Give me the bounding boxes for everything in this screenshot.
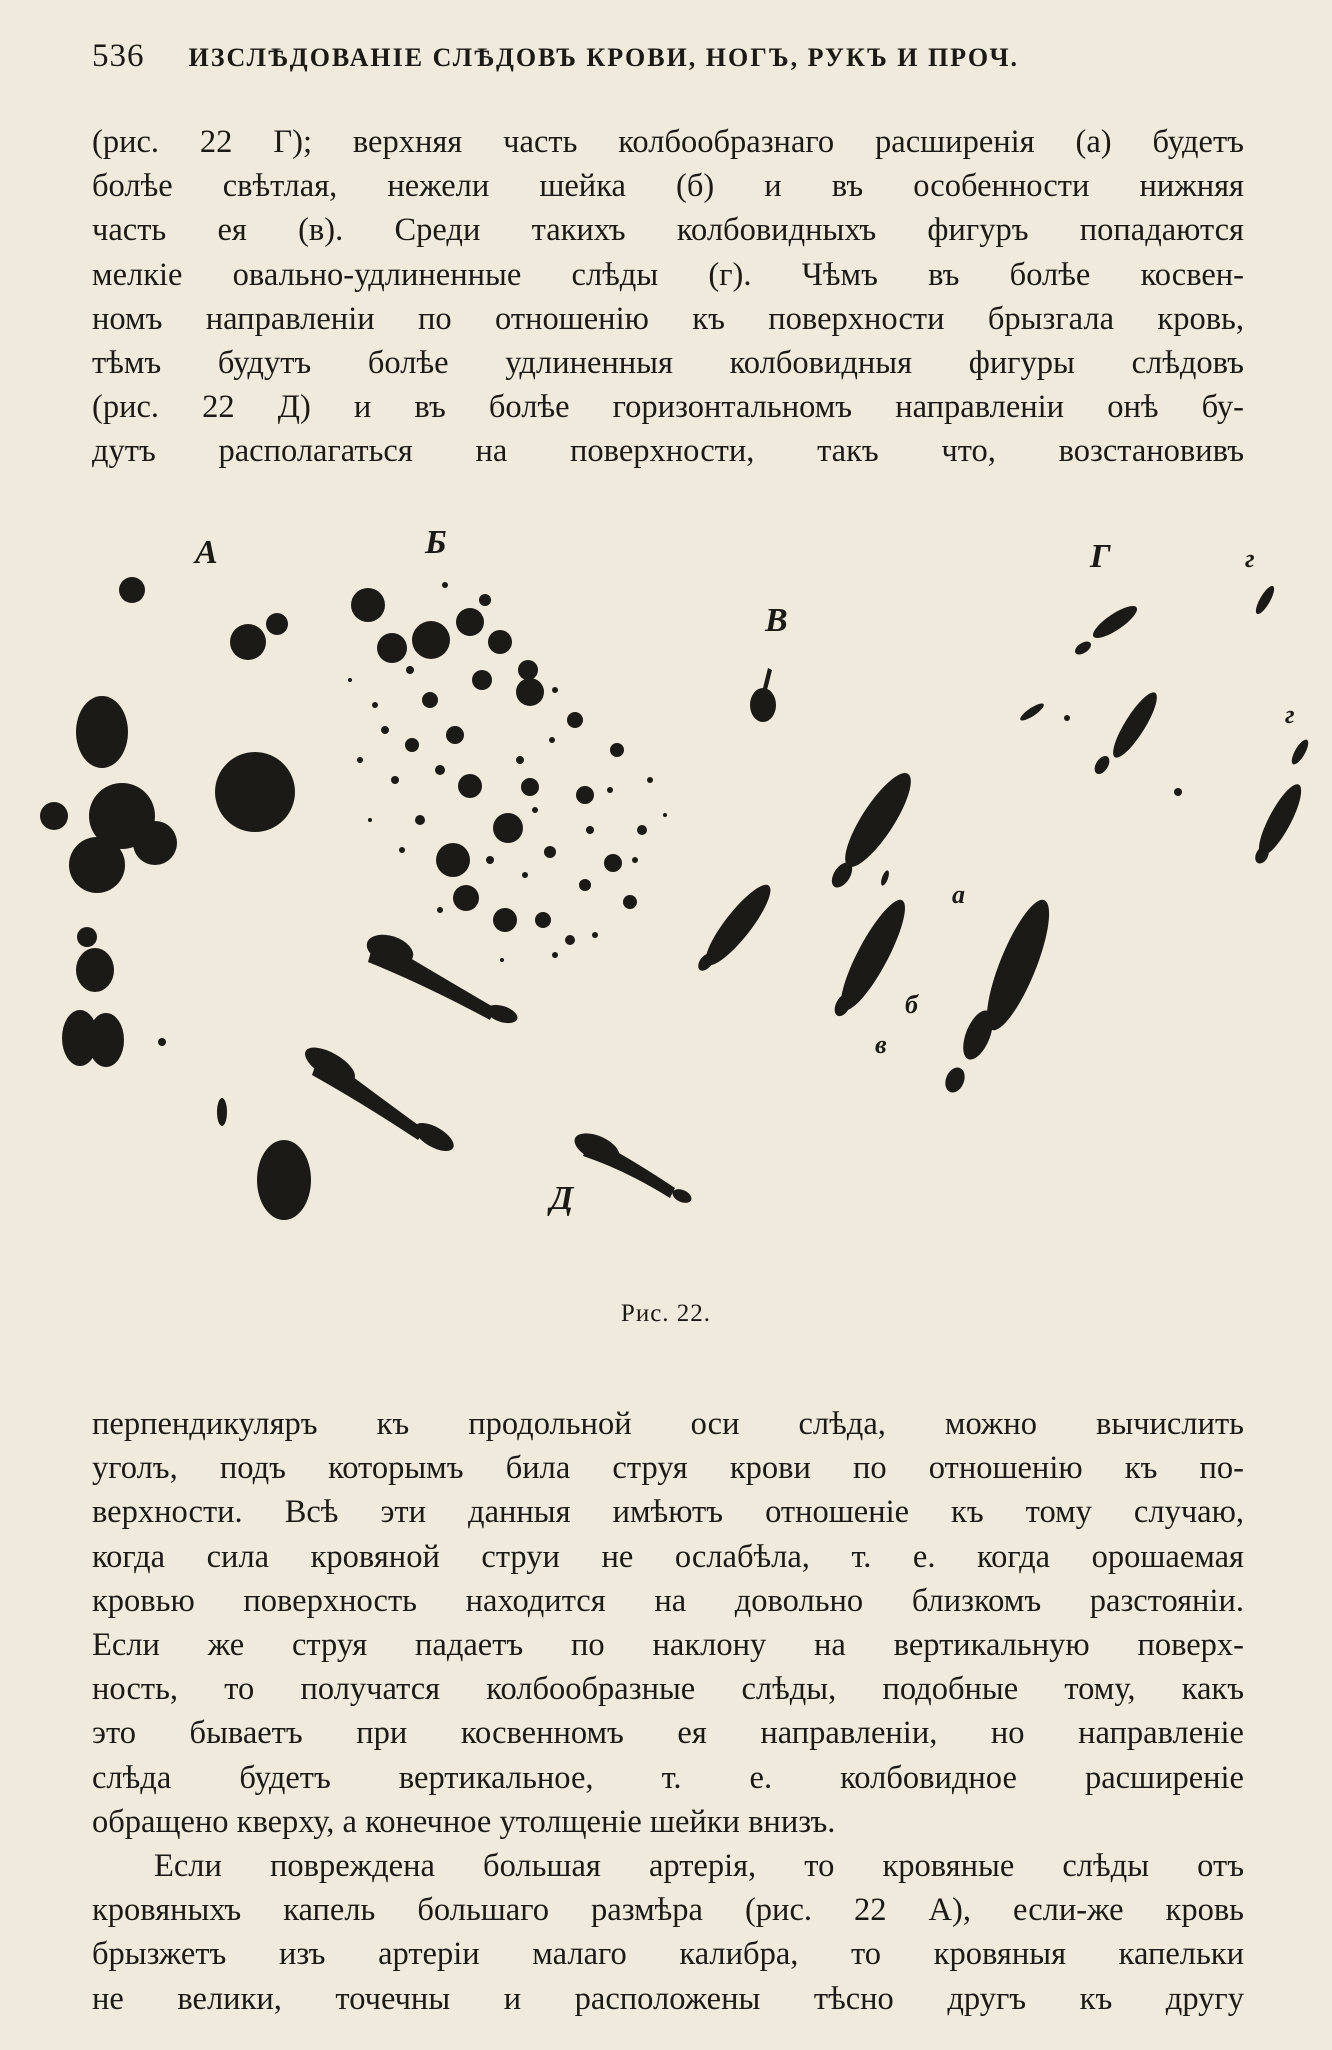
text-line: Если же струя падаетъ по наклону на вертикальную поверх- [92,1627,1244,1664]
text-line: слѣда будетъ вертикальное, т. е. колбовидное расширеніе [92,1759,1244,1796]
stain-drop [516,678,544,706]
stain-drop [446,726,464,744]
stain-drop [348,678,352,682]
stain-drop [493,813,523,843]
text-block-bottom [92,1402,1244,2021]
stain-drop [532,807,538,813]
stain-drop [133,821,177,865]
stain-drop [399,847,405,853]
stain-drop [604,854,622,872]
stain-drop [372,702,378,708]
stain-drop [552,687,558,693]
stain-drop [418,628,422,632]
stain-elongated [1253,584,1278,617]
figure-label-b-small: б [905,990,918,1019]
stain-drop [381,726,389,734]
page-number: 536 [92,38,145,74]
stain-drop [544,846,556,858]
group-a-round-drops [40,577,311,1220]
figure-label-g-small-1: г [1245,544,1255,573]
stain-drop [592,932,598,938]
text-line: часть ея (в). Среди такихъ колбовидныхъ фигуръ попадаются [92,212,1244,249]
stain-drop [406,666,414,674]
stain-elongated [879,869,890,886]
text-line: болѣе свѣтлая, нежели шейка (б) и въ особенности нижняя [92,168,1244,205]
stain-drop [437,907,443,913]
stain-drop [453,885,479,911]
stain-drop [637,825,647,835]
stain-drop [521,778,539,796]
text-line: дутъ располагаться на поверхности, такъ что, возстановивъ [92,433,1244,470]
text-line: ность, то получатся колбообразные слѣды, подобные тому, какъ [92,1671,1244,1708]
stain-drop [750,688,776,722]
stain-drop [518,660,538,680]
stain-drop [266,613,288,635]
figure-label-g: Г [1090,538,1111,575]
text-line: мелкіе овально-удлиненные слѣды (г). Чѣмъ въ болѣе косвен- [92,256,1244,293]
figure-label-v: В [765,602,788,639]
stain-elongated [1289,737,1312,766]
stain-drop [230,624,266,660]
blood-stain-illustration [30,540,1320,1260]
stain-drop [40,802,68,830]
stain-drop [377,633,407,663]
stain-drop [456,608,484,636]
stain-drop [516,756,524,764]
stain-drop [422,692,438,708]
stain-drop [88,1013,124,1067]
stain-drop [632,857,638,863]
stain-drop [77,927,97,947]
stain-drop [158,1038,166,1046]
stain-drop [435,765,445,775]
paragraph [92,120,1244,474]
stain-drop [576,786,594,804]
stain-drop [69,837,125,893]
stain-drop [535,912,551,928]
stain-tail [763,668,772,690]
stain-drop [586,826,594,834]
figure-label-v-small: в [875,1030,887,1059]
stain-drop [647,777,653,783]
stain-drop [607,787,613,793]
group-d-comet [300,929,694,1205]
stain-drop [357,757,363,763]
stain-drop [391,776,399,784]
figure-label-b: Б [425,524,447,561]
stain-drop [567,712,583,728]
stain-drop [479,594,491,606]
stain-drop [215,752,295,832]
stain-drop [442,582,448,588]
stain-drop [565,935,575,945]
running-head [92,38,1252,88]
stain-drop [579,879,591,891]
figure-blood-stains [30,524,1320,1260]
stain-drop [552,952,558,958]
stain-drop [412,621,450,659]
text-line: тѣмъ будутъ болѣе удлиненныя колбовидныя фигуры слѣдовъ [92,345,1244,382]
stain-tail [583,1137,675,1198]
stain-drop [436,843,470,877]
stain-drop [488,630,512,654]
text-line: когда сила кровяной струи не ослабѣла, т. е. когда орошаемая [92,1538,1244,1575]
stain-drop [1064,715,1070,721]
stain-elongated [1018,701,1046,723]
figure-label-d: Д [550,1180,574,1217]
stain-elongated [1089,601,1141,643]
figure-label-g-small-2: г [1285,700,1295,729]
stain-drop [415,815,425,825]
stain-drop [458,774,482,798]
running-head-title: ИЗСЛѢДОВАНІЕ СЛѢДОВЪ КРОВИ, НОГЪ, РУКЪ И ПРОЧ. [188,43,1020,72]
stain-drop [522,872,528,878]
stain-drop [493,908,517,932]
text-line: (рис. 22 Д) и въ болѣе горизонтальномъ направленіи онѣ бу- [92,389,1244,426]
text-line: номъ направленіи по отношенію къ поверхности брызгала кровь, [92,300,1244,337]
stain-drop [549,737,555,743]
text-line: брызжетъ изъ артеріи малаго калибра, то кровяныя капельки [92,1936,1244,1973]
stain-drop [610,743,624,757]
text-block-top [92,120,1244,474]
stain-drop [217,1098,227,1126]
group-b-spatter [348,582,667,962]
text-line: кровяныхъ капель большаго размѣра (рис. 22 А), если-же кровь [92,1892,1244,1929]
stain-drop [257,1140,311,1220]
stain-drop [1174,788,1182,796]
stain-drop [76,696,128,768]
stain-elongated [942,1065,968,1096]
text-line: кровью поверхность находится на довольно близкомъ разстояніи. [92,1582,1244,1619]
figure-label-a: А [195,534,218,571]
figure-caption: Рис. 22. [620,1300,712,1327]
text-line: не велики, точечны и расположены тѣсно другъ къ другу [92,1980,1244,2017]
stain-drop [368,818,372,822]
stain-elongated [1073,639,1094,657]
text-line: обращено кверху, а конечное утолщеніе шейки внизъ. [92,1803,836,1840]
text-line: перпендикуляръ къ продольной оси слѣда, можно вычислить [92,1406,1244,1442]
stain-drop [623,895,637,909]
text-line: верхности. Всѣ эти данныя имѣютъ отношеніе къ тому случаю, [92,1494,1244,1531]
stain-drop [472,670,492,690]
text-line: Если повреждена большая артерія, то кровяные слѣды отъ [154,1848,1244,1885]
stain-drop [405,738,419,752]
stain-drop [351,588,385,622]
figure-label-a-small: а [952,880,965,909]
stain-elongated [1106,687,1163,762]
stain-drop [76,948,114,992]
stain-elongated [1092,753,1113,776]
text-line: (рис. 22 Г); верхняя часть колбообразнаго расширенія (а) будетъ [92,124,1244,160]
stain-tail [312,1052,425,1140]
text-line: это бываетъ при косвенномъ ея направленіи, но направленіе [92,1715,1244,1752]
paragraph [92,1844,1244,2021]
stain-drop [663,813,667,817]
text-line: уголъ, подъ которымъ била струя крови по отношенію къ по- [92,1450,1244,1487]
group-g-elongated [695,584,1311,1096]
stain-drop [486,856,494,864]
paragraph [92,1402,1244,1844]
stain-elongated [835,765,922,875]
group-v-single [750,668,776,722]
stain-tail [368,937,495,1020]
stain-drop [119,577,145,603]
stain-drop [500,958,504,962]
